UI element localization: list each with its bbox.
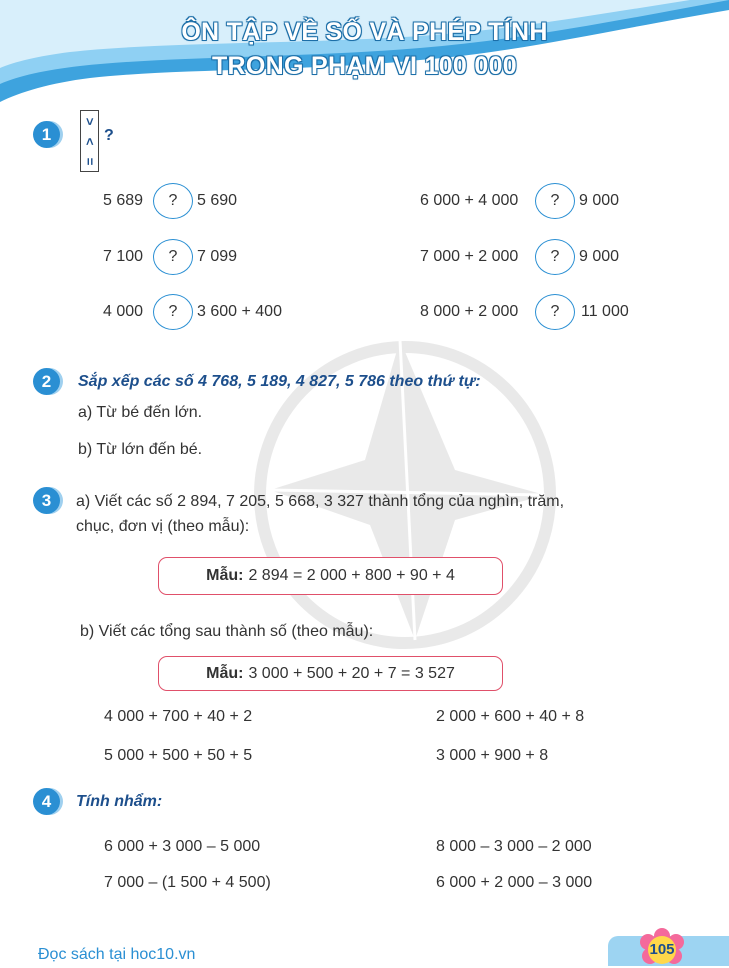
ex1-left-row1-right: 5 690 <box>197 192 238 209</box>
equal-sign: = <box>82 157 97 165</box>
exercise-4-badge: 4 <box>33 788 60 815</box>
exercise-3-part-a-line-2: chục, đơn vị (theo mẫu): <box>76 518 250 535</box>
ex1-left-row3-right: 3 600 + 400 <box>197 303 282 320</box>
exercise-3-part-b: b) Viết các tổng sau thành số (theo mẫu): <box>80 623 374 640</box>
comparison-signs-box <box>80 110 99 172</box>
ex4-left-1: 6 000 + 3 000 – 5 000 <box>104 838 261 855</box>
ex1-right-row1-answer[interactable]: ? <box>535 183 575 219</box>
ex3-sum-right-1: 2 000 + 600 + 40 + 8 <box>436 708 585 725</box>
exercise-1-question-mark: ? <box>104 127 114 144</box>
exercise-2-part-a: a) Từ bé đến lớn. <box>78 404 203 421</box>
exercise-3-sample-a-box <box>158 557 503 595</box>
ex1-right-row1-right: 9 000 <box>579 192 620 209</box>
ex1-right-row1-left: 6 000 + 4 000 <box>420 192 519 209</box>
exercise-2-title: Sắp xếp các số 4 768, 5 189, 4 827, 5 786 theo thứ tự: <box>78 373 481 390</box>
ex1-left-row1-answer[interactable]: ? <box>153 183 193 219</box>
exercise-3-badge: 3 <box>33 487 60 514</box>
page-title-line-1: ÔN TẬP VỀ SỐ VÀ PHÉP TÍNH <box>181 18 548 46</box>
ex1-right-row2-left: 7 000 + 2 000 <box>420 248 519 265</box>
exercise-3-sample-b-box <box>158 656 503 691</box>
ex3-sum-left-2: 5 000 + 500 + 50 + 5 <box>104 747 253 764</box>
ex1-left-row2-answer[interactable]: ? <box>153 239 193 275</box>
ex1-left-row2-right: 7 099 <box>197 248 238 265</box>
exercise-2-badge: 2 <box>33 368 60 395</box>
ex3-sum-left-1: 4 000 + 700 + 40 + 2 <box>104 708 253 725</box>
page-title-line-2: TRONG PHẠM VI 100 000 <box>211 52 517 80</box>
ex1-left-row3-left: 4 000 <box>103 303 144 320</box>
ex4-right-2: 6 000 + 2 000 – 3 000 <box>436 874 593 891</box>
ex4-left-2: 7 000 – (1 500 + 4 500) <box>104 874 271 891</box>
sample-a-label: Mẫu: <box>206 567 244 584</box>
ex3-sum-right-2: 3 000 + 900 + 8 <box>436 747 549 764</box>
ex1-left-row1-left: 5 689 <box>103 192 144 209</box>
ex1-left-row3-answer[interactable]: ? <box>153 294 193 330</box>
ex4-right-1: 8 000 – 3 000 – 2 000 <box>436 838 592 855</box>
ex1-left-row2-left: 7 100 <box>103 248 144 265</box>
sample-a-text: 2 894 = 2 000 + 800 + 90 + 4 <box>248 567 455 584</box>
less-than-sign: < <box>82 137 97 145</box>
exercise-4-title: Tính nhẩm: <box>76 793 163 810</box>
exercise-2-part-b: b) Từ lớn đến bé. <box>78 441 203 458</box>
sample-b-label: Mẫu: <box>206 664 244 682</box>
ex1-right-row3-answer[interactable]: ? <box>535 294 575 330</box>
ex1-right-row3-left: 8 000 + 2 000 <box>420 303 519 320</box>
footer-source-text: Đọc sách tại hoc10.vn <box>38 946 196 963</box>
exercise-1-badge: 1 <box>33 121 60 148</box>
greater-than-sign: > <box>82 117 97 125</box>
page-number: 105 <box>649 941 675 958</box>
publisher-watermark-logo <box>250 320 560 650</box>
ex1-right-row2-answer[interactable]: ? <box>535 239 575 275</box>
ex1-right-row3-right: 11 000 <box>581 303 629 320</box>
exercise-3-part-a-line-1: a) Viết các số 2 894, 7 205, 5 668, 3 327 thành tổng của nghìn, trăm, <box>76 493 565 510</box>
sample-b-text: 3 000 + 500 + 20 + 7 = 3 527 <box>248 664 455 682</box>
ex1-right-row2-right: 9 000 <box>579 248 620 265</box>
